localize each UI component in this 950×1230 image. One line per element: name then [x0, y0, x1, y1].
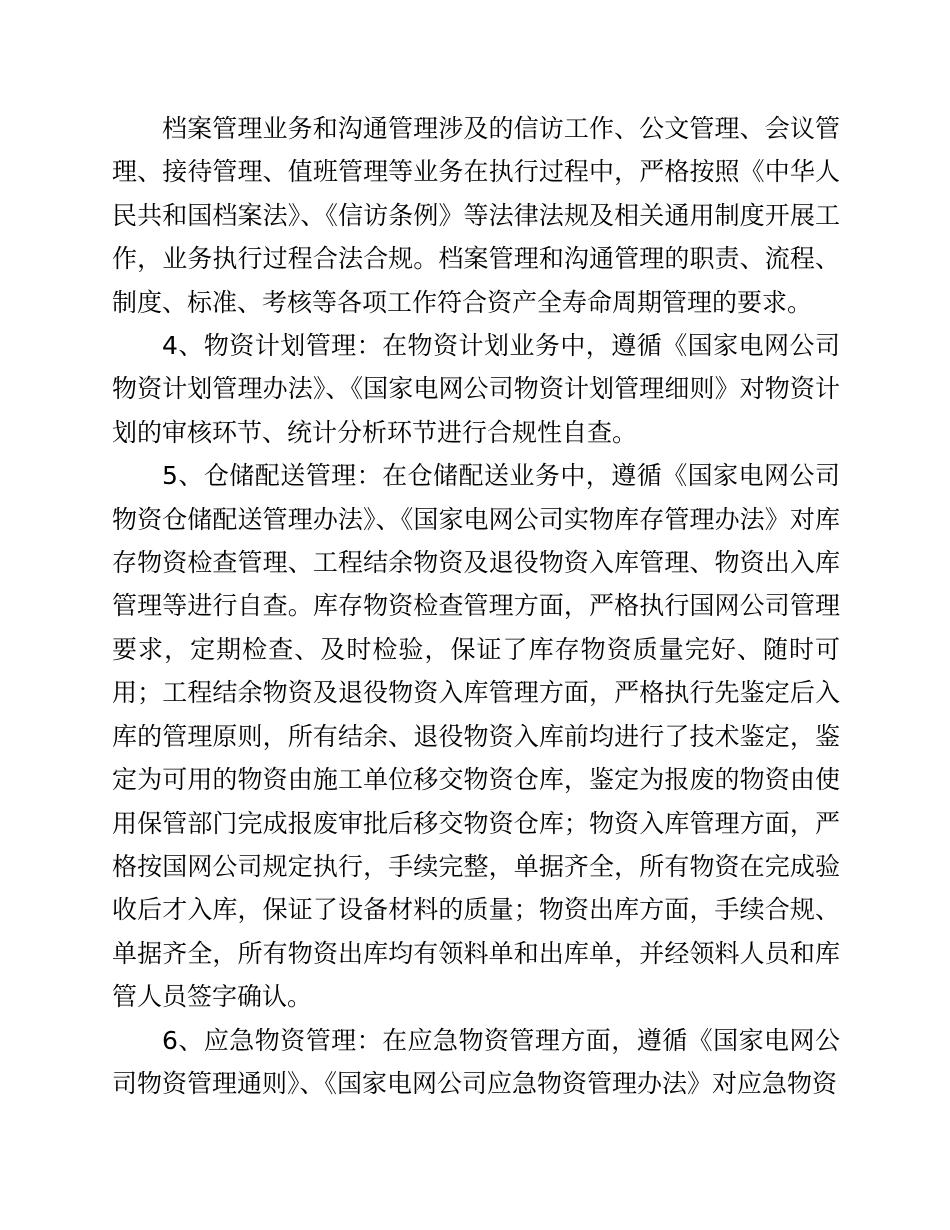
paragraph-warehouse-distribution: 5、仓储配送管理：在仓储配送业务中，遵循《国家电网公司物资仓储配送管理办法》、《国家电网公司实物库存管理办法》对库存物资检查管理、工程结余物资及退役物资入库管理、物资出入库管理等进行自查。库存物资检查管理方面，严格执行国网公司管理要求，定期检查、及时检验，保证了库存物资质量完好、随时可用；工程结余物资及退役物资入库管理方面，严格执行先鉴定后入库的管理原则，所有结余、退役物资入库前均进行了技术鉴定，鉴定为可用的物资由施工单位移交物资仓库，鉴定为报废的物资由使用保管部门完成报废审批后移交物资仓库；物资入库管理方面，严格按国网公司规定执行，手续完整，单据齐全，所有物资在完成验收后才入库，保证了设备材料的质量；物资出库方面，手续合规、单据齐全，所有物资出库均有领料单和出库单，并经领料人员和库管人员签字确认。 — [112, 461, 840, 1012]
paragraph-emergency-materials: 6、应急物资管理：在应急物资管理方面，遵循《国家电网公司物资管理通则》、《国家电网公司应急物资管理办法》对应急物资 — [112, 1025, 840, 1098]
paragraph-material-planning: 4、物资计划管理：在物资计划业务中，遵循《国家电网公司物资计划管理办法》、《国家电网公司物资计划管理细则》对物资计划的审核环节、统计分析环节进行合规性自查。 — [112, 331, 840, 447]
paragraph-archive-communication: 档案管理业务和沟通管理涉及的信访工作、公文管理、会议管理、接待管理、值班管理等业务在执行过程中，严格按照《中华人民共和国档案法》、《信访条例》等法律法规及相关通用制度开展工作，业务执行过程合法合规。档案管理和沟通管理的职责、流程、制度、标准、考核等各项工作符合资产全寿命周期管理的要求。 — [112, 114, 840, 317]
document-page — [112, 107, 840, 1105]
